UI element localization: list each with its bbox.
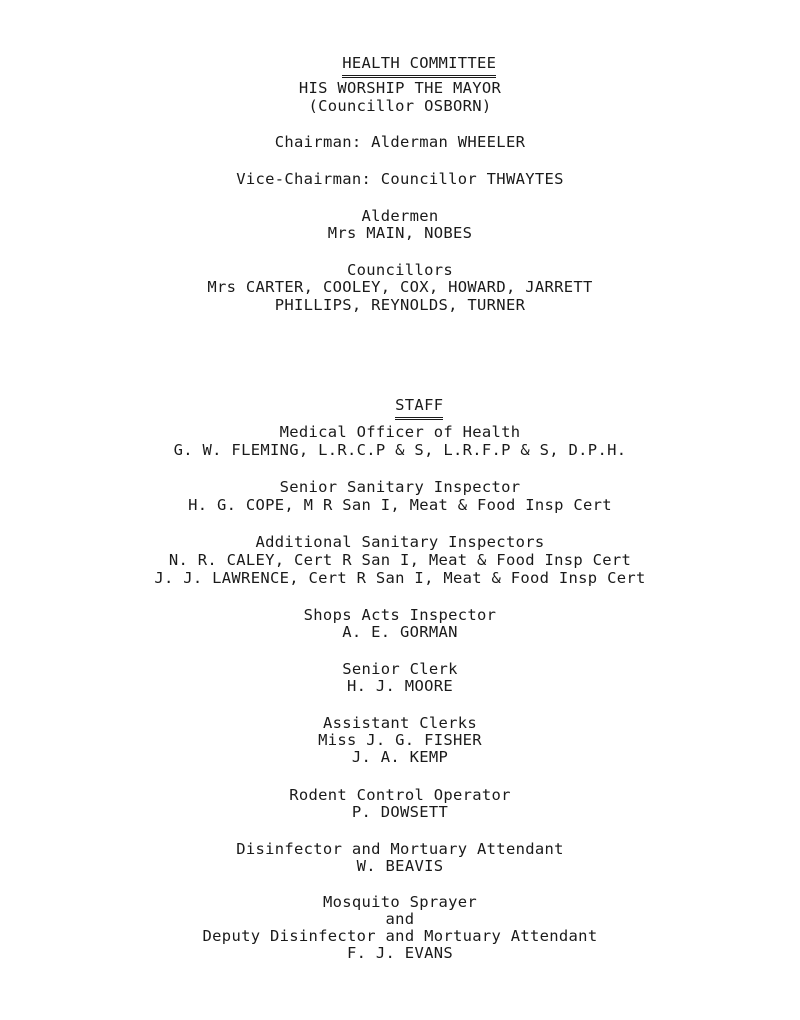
mosquito-and: and (385, 910, 415, 928)
assistant-clerks-title: Assistant Clerks (322, 714, 478, 732)
committee-heading: HEALTH COMMITTEE (342, 54, 496, 78)
councillors-names-1: Mrs CARTER, COOLEY, COX, HOWARD, JARRETT (207, 278, 593, 296)
councillors-names-2: PHILLIPS, REYNOLDS, TURNER (274, 296, 526, 314)
shops-inspector-title: Shops Acts Inspector (303, 606, 497, 624)
ssi-title: Senior Sanitary Inspector (279, 478, 521, 496)
senior-clerk-title: Senior Clerk (342, 660, 458, 678)
deputy-disinfector-title: Deputy Disinfector and Mortuary Attendant (202, 927, 598, 945)
disinfector-name: W. BEAVIS (356, 857, 444, 875)
vice-chairman-line: Vice-Chairman: Councillor THWAYTES (236, 170, 564, 188)
mayor-line-1: HIS WORSHIP THE MAYOR (298, 79, 502, 97)
senior-clerk-name: H. J. MOORE (347, 677, 453, 695)
assistant-clerk-1: Miss J. G. FISHER (318, 731, 482, 749)
shops-inspector-name: A. E. GORMAN (342, 623, 458, 641)
aldermen-names: Mrs MAIN, NOBES (327, 224, 473, 242)
aldermen-title: Aldermen (361, 207, 439, 225)
ssi-name: H. G. COPE, M R San I, Meat & Food Insp Cert (188, 496, 612, 514)
councillors-title: Councillors (347, 261, 453, 279)
asi-title: Additional Sanitary Inspectors (255, 533, 545, 551)
mosquito-sprayer-title: Mosquito Sprayer (322, 893, 478, 911)
assistant-clerk-2: J. A. KEMP (351, 748, 449, 766)
asi-name-1: N. R. CALEY, Cert R San I, Meat & Food Insp Cert (168, 551, 632, 569)
mosquito-sprayer-name: F. J. EVANS (347, 944, 453, 962)
staff-heading: STAFF (395, 396, 443, 420)
chairman-line: Chairman: Alderman WHEELER (274, 133, 526, 151)
rodent-operator-title: Rodent Control Operator (289, 786, 511, 804)
moh-title: Medical Officer of Health (279, 423, 521, 441)
asi-name-2: J. J. LAWRENCE, Cert R San I, Meat & Food Insp Cert (154, 569, 646, 587)
moh-name: G. W. FLEMING, L.R.C.P & S, L.R.F.P & S, D.P.H. (173, 441, 627, 459)
rodent-operator-name: P. DOWSETT (351, 803, 449, 821)
mayor-line-2: (Councillor OSBORN) (308, 97, 492, 115)
disinfector-title: Disinfector and Mortuary Attendant (236, 840, 564, 858)
